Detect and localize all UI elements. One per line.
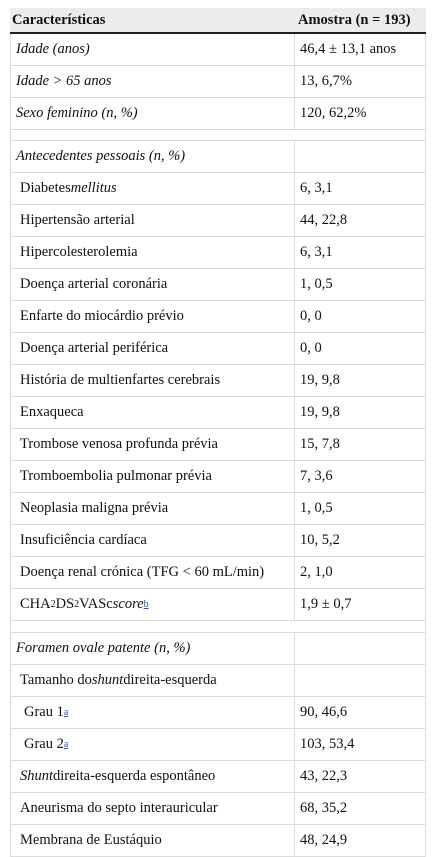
row-label: Doença arterial coronária (10, 269, 295, 300)
table-row (10, 365, 426, 397)
label-text-italic: Shunt (20, 768, 54, 784)
label-text: Grau 1 (24, 704, 64, 720)
row-value: 13, 6,7% (295, 66, 426, 97)
row-label: Aneurisma do septo interauricular (10, 793, 295, 824)
row-label: Hipertensão arterial (10, 205, 295, 236)
characteristics-table (10, 8, 426, 857)
label-text-italic: score (112, 596, 144, 612)
table-row (10, 429, 426, 461)
label-text: DS (55, 596, 75, 612)
row-value (295, 665, 426, 696)
row-label: Doença arterial periférica (10, 333, 295, 364)
row-value: 44, 22,8 (295, 205, 426, 236)
label-text: Diabetes (20, 180, 71, 196)
row-label: Idade (anos) (10, 34, 295, 65)
table-row (10, 665, 426, 697)
table-row (10, 301, 426, 333)
row-label: Enxaqueca (10, 397, 295, 428)
table-row (10, 34, 426, 66)
table-row (10, 697, 426, 729)
row-label: Sexo feminino (n, %) (10, 98, 295, 129)
section-divider (10, 130, 426, 141)
table-header (10, 8, 426, 34)
row-value (295, 633, 426, 664)
section-divider (10, 621, 426, 633)
row-value: 120, 62,2% (295, 98, 426, 129)
table-row (10, 729, 426, 761)
row-label: Insuficiência cardíaca (10, 525, 295, 556)
table-row (10, 66, 426, 98)
table-row (10, 525, 426, 557)
row-value: 0, 0 (295, 301, 426, 332)
table-row (10, 793, 426, 825)
table-row (10, 237, 426, 269)
row-label: Membrana de Eustáquio (10, 825, 295, 856)
row-value: 43, 22,3 (295, 761, 426, 792)
row-value: 1, 0,5 (295, 493, 426, 524)
row-label: Hipercolesterolemia (10, 237, 295, 268)
row-label: Neoplasia maligna prévia (10, 493, 295, 524)
row-value: 90, 46,6 (295, 697, 426, 728)
table-row (10, 825, 426, 857)
row-label: Trombose venosa profunda prévia (10, 429, 295, 460)
row-value: 2, 1,0 (295, 557, 426, 588)
row-value: 46,4 ± 13,1 anos (295, 34, 426, 65)
row-value: 15, 7,8 (295, 429, 426, 460)
label-text-italic: shunt (91, 672, 124, 688)
label-text: VASc (79, 596, 113, 612)
label-text: direita-esquerda (123, 672, 217, 688)
row-value: 19, 9,8 (295, 365, 426, 396)
row-value: 7, 3,6 (295, 461, 426, 492)
table-row (10, 269, 426, 301)
row-label (10, 761, 295, 792)
row-label: Tromboembolia pulmonar prévia (10, 461, 295, 492)
label-text: Grau 2 (24, 736, 64, 752)
row-value: 103, 53,4 (295, 729, 426, 760)
row-value: 10, 5,2 (295, 525, 426, 556)
row-value: 6, 3,1 (295, 237, 426, 268)
section-label: Foramen ovale patente (n, %) (10, 633, 295, 664)
section-header-row (10, 141, 426, 173)
table-row (10, 557, 426, 589)
label-text: direita-esquerda espontâneo (53, 768, 216, 784)
section-header-row (10, 633, 426, 665)
table-row (10, 173, 426, 205)
row-label: Grau 2 a (10, 729, 295, 760)
label-text: CHA (20, 596, 51, 612)
row-value: 6, 3,1 (295, 173, 426, 204)
row-value: 1,9 ± 0,7 (295, 589, 426, 620)
table-row (10, 98, 426, 130)
row-label: História de multienfartes cerebrais (10, 365, 295, 396)
row-value: 48, 24,9 (295, 825, 426, 856)
label-text-italic: mellitus (70, 180, 117, 196)
table-row (10, 205, 426, 237)
table-row (10, 333, 426, 365)
row-label: Doença renal crónica (TFG < 60 mL/min) (10, 557, 295, 588)
label-text: Tamanho do (20, 672, 92, 688)
row-value: 19, 9,8 (295, 397, 426, 428)
row-label: CHA 2 DS 2 VASc score b (10, 589, 295, 620)
row-label: Grau 1 a (10, 697, 295, 728)
row-value: 68, 35,2 (295, 793, 426, 824)
header-sample: Amostra (n = 193) (298, 11, 411, 28)
row-label (10, 665, 295, 696)
table-row (10, 761, 426, 793)
table-row (10, 589, 426, 621)
row-label (10, 173, 295, 204)
row-value: 0, 0 (295, 333, 426, 364)
section-label: Antecedentes pessoais (n, %) (10, 141, 295, 172)
header-characteristics: Características (12, 11, 106, 28)
table-row (10, 397, 426, 429)
row-value (295, 141, 426, 172)
table-row (10, 493, 426, 525)
row-label: Idade > 65 anos (10, 66, 295, 97)
row-label: Enfarte do miocárdio prévio (10, 301, 295, 332)
table-row (10, 461, 426, 493)
row-value: 1, 0,5 (295, 269, 426, 300)
